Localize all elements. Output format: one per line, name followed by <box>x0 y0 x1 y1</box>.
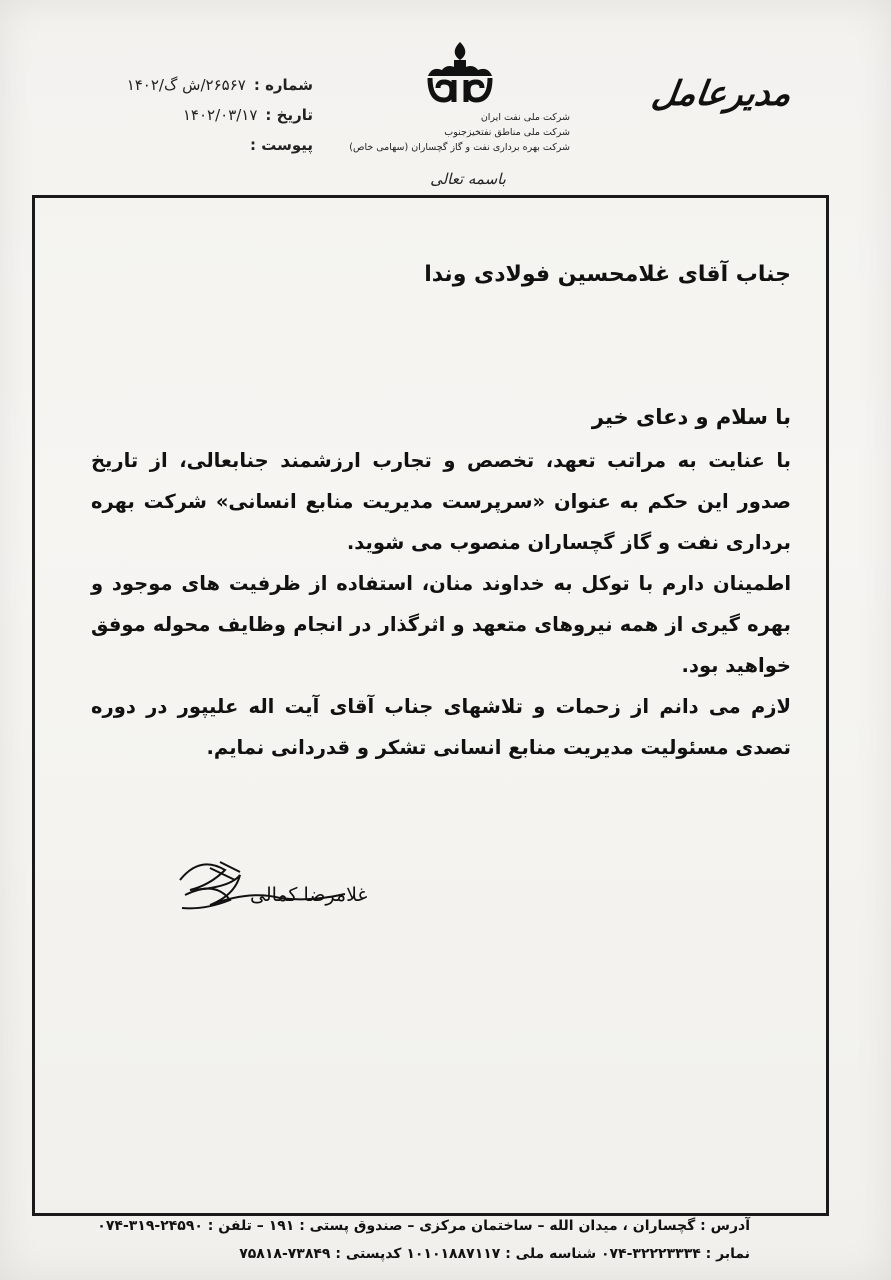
paragraph-3: لازم می دانم از زحمات و تلاشهای جناب آقای آیت اله علیپور در دوره تصدی مسئولیت مدیریت منابع انسانی تشکر و قدردانی نمایم. <box>91 695 791 759</box>
greeting: با سلام و دعای خیر <box>591 405 791 429</box>
date-row <box>103 100 313 130</box>
bismillah: باسمه تعالی <box>430 170 506 188</box>
paragraph-1: با عنایت به مراتب تعهد، تخصص و تجارب ارزشمند جنابعالی، از تاریخ صدور این حکم به عنوان «سرپرست مدیریت منابع انسانی» شرکت بهره برداری نفت و گاز گچساران منصوب می شوید. <box>91 449 791 554</box>
company-line-2: شرکت ملی مناطق نفتخیزجنوب <box>444 127 570 138</box>
attachment-label: پیوست : <box>249 136 313 154</box>
date-label: تاریخ : <box>265 106 313 124</box>
ceo-title: مدیرعامل <box>649 74 794 114</box>
footer-contact: نمابر : ۳۲۲۲۳۳۳۴-۰۷۴ شناسه ملی : ۱۰۱۰۱۸۸۷۱۱۷ کدپستی : ۷۳۸۴۹-۷۵۸۱۸ <box>239 1246 750 1262</box>
nioc-logo-icon <box>418 40 502 114</box>
attachment-row <box>103 130 313 160</box>
paragraph-2: اطمینان دارم با توکل به خداوند منان، استفاده از ظرفیت های موجود و بهره گیری از همه نیروهای متعهد و اثرگذار در انجام وظایف محوله موفق خواهید بود. <box>91 572 791 677</box>
company-line-1: شرکت ملی نفت ایران <box>480 112 570 123</box>
company-block <box>340 110 570 155</box>
addressee: جناب آقای غلامحسین فولادی وندا <box>424 262 791 287</box>
number-label: شماره : <box>253 76 313 94</box>
company-line-3: شرکت بهره برداری نفت و گاز گچساران (سهامی خاص) <box>349 142 570 153</box>
letter-body <box>91 440 791 768</box>
letter-meta <box>103 70 313 160</box>
footer-address: آدرس : گچساران ، میدان الله – ساختمان مرکزی – صندوق پستی : ۱۹۱ – تلفن : ۲۴۵۹۰-۳۱۹-۰۷۴ <box>97 1218 750 1234</box>
number-row <box>103 70 313 100</box>
date-value: ۱۴۰۲/۰۳/۱۷ <box>182 106 258 124</box>
signer-name: غلامرضا کمالی <box>250 884 368 906</box>
number-value: ۲۶۵۶۷/ش گ/۱۴۰۲ <box>126 76 246 94</box>
